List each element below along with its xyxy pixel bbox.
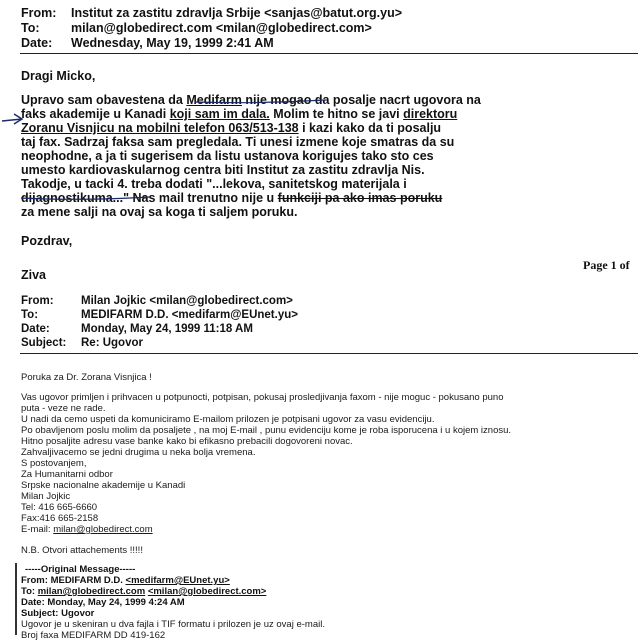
handwritten-underline-span: koji sam im dala.	[169, 107, 270, 121]
page-marker: Page 1 of	[583, 258, 630, 272]
direktoru-underlined: direktoru	[403, 107, 458, 121]
email2-email-label: E-mail:	[21, 524, 51, 535]
email1-body-line-1: Upravo sam obavestena da Medifarm nije mogao da posalje nacrt ugovora na	[21, 93, 481, 107]
email2-line-3: U nadi da cemo uspeti da komuniciramo E-mailom prilozen je potpisani ugovor za vasu evidenciju.	[21, 414, 435, 425]
email2-from-label: From:	[21, 295, 54, 307]
quote-bar	[15, 563, 17, 635]
email2-subject-label: Subject:	[21, 337, 67, 349]
email1-body-line-3: Zoranu Visnjicu na mobilni telefon 063/513-138 i kazi kako da ti posalju	[21, 121, 442, 135]
email1-greeting: Dragi Micko,	[21, 69, 96, 83]
email1-signature: Ziva	[21, 268, 47, 282]
email1-date-value: Wednesday, May 19, 1999 2:41 AM	[71, 36, 274, 50]
email2-line-2: puta - veze ne rade.	[21, 403, 106, 414]
original-subject-label: Subject:	[21, 608, 59, 619]
original-from-name: MEDIFARM D.D.	[50, 575, 123, 586]
email2-line-6: Zahvaljivacemo se jedni drugima u neka bolja vremena.	[21, 447, 256, 458]
email2-line-10: Milan Jojkic	[21, 491, 71, 502]
original-from-email[interactable]: <medifarm@EUnet.yu>	[125, 575, 230, 586]
email2-to-value: MEDIFARM D.D. <medifarm@EUnet.yu>	[81, 309, 298, 321]
original-body-line-2: Broj faxa MEDIFARM DD 419-162	[21, 630, 166, 640]
original-body-line-1: Ugovor je u skeniran u dva fajla i TIF formatu i prilozen je uz ovaj e-mail.	[21, 619, 325, 630]
original-title: -----Original Message-----	[25, 564, 136, 575]
pen-underline-2	[21, 197, 150, 199]
email2-to-row	[21, 308, 298, 322]
email2-subject-value: Re: Ugovor	[81, 337, 143, 349]
email2-line-9: Srpske nacionalne akademije u Kanadi	[21, 480, 186, 491]
original-from-label: From:	[21, 575, 48, 586]
email1-body-line-2: faks akademije u Kanadi koji sam im dala. Molim te hitno se javi direktoru	[21, 107, 458, 121]
original-subject-row	[21, 608, 94, 619]
email1-body-line-6: umesto kardiovaskularnog centra biti Institut za zastitu zdravlja Nis.	[21, 163, 425, 177]
original-date-label: Date:	[21, 597, 45, 608]
email2-line-8: Za Humanitarni odbor	[21, 469, 113, 480]
email2-salutation: Poruka za Dr. Zorana Visnjica !	[21, 372, 152, 383]
email2-line-1: Vas ugovor primljen i prihvacen u potpunocti, potpisan, pokusaj prosledjivanja faxom - nije moguc - pokusano puno	[21, 392, 504, 403]
email1-to-value: milan@globedirect.com <milan@globedirect.com>	[71, 21, 372, 35]
email2-line-11: Tel: 416 665-6660	[21, 502, 98, 513]
email2-nb: N.B. Otvori attachements !!!!!	[21, 545, 143, 556]
email1-from-label: From:	[21, 6, 57, 20]
email2-email-row	[21, 524, 153, 535]
email2-line-12: Fax:416 665-2158	[21, 513, 99, 524]
original-date-row	[21, 597, 185, 608]
email1-to-label: To:	[21, 21, 40, 35]
email2-line-4: Po obavljenom poslu molim da posaljete , na moj E-mail , punu evidenciju kome je roba isporucena i u kojem iznosu.	[21, 425, 512, 436]
original-date-value: Monday, May 24, 1999 4:24 AM	[47, 597, 185, 608]
original-to-row	[21, 586, 266, 597]
email2-date-value: Monday, May 24, 1999 11:18 AM	[81, 323, 253, 335]
original-to-email-1[interactable]: milan@globedirect.com	[37, 586, 146, 597]
email2-date-label: Date:	[21, 323, 50, 335]
email2-subject-row	[21, 336, 143, 350]
original-from-row	[21, 575, 230, 586]
email2-from-row	[21, 294, 293, 308]
email2-date-row	[21, 322, 253, 336]
original-to-label: To:	[21, 586, 36, 597]
original-subject-value: Ugovor	[61, 608, 95, 619]
email1-body-line-9: za mene salji na ovaj sa koga ti saljem poruku.	[21, 205, 298, 219]
email2-header-divider	[20, 353, 638, 354]
email2-line-5: Hitno posaljite adresu vase banke kako bi efikasno prebacili dogovoreni novac.	[21, 436, 353, 447]
medifarm-underlined: Medifarm	[186, 93, 242, 107]
email1-body-line-8: dijagnostikuma..." Nas mail trenutno nije u funkciji pa ako imas poruku	[21, 191, 443, 205]
email1-body-line-7: Takodje, u tacki 4. treba dodati "...lekova, sanitetskog materijala i	[21, 177, 407, 191]
email1-body-line-5: neophodne, a ja ti sugerisem da listu ustanova korigujes tako sto ces	[21, 149, 434, 163]
email1-date-label: Date:	[21, 36, 53, 50]
original-to-email-2[interactable]: <milan@globedirect.com>	[147, 586, 267, 597]
email1-closing: Pozdrav,	[21, 234, 73, 248]
pen-underline-1	[195, 100, 325, 103]
email2-line-7: S postovanjem,	[21, 458, 87, 469]
email1-body-line-4: taj fax. Sadrzaj faksa sam pregledala. Ti unesi izmene koje smatras da su	[21, 135, 455, 149]
email1-from-value: Institut za zastitu zdravlja Srbije <sanjas@batut.org.yu>	[71, 6, 403, 20]
email2-from-value: Milan Jojkic <milan@globedirect.com>	[81, 295, 293, 307]
email2-to-label: To:	[21, 309, 39, 321]
email2-email-link[interactable]: milan@globedirect.com	[53, 524, 153, 535]
